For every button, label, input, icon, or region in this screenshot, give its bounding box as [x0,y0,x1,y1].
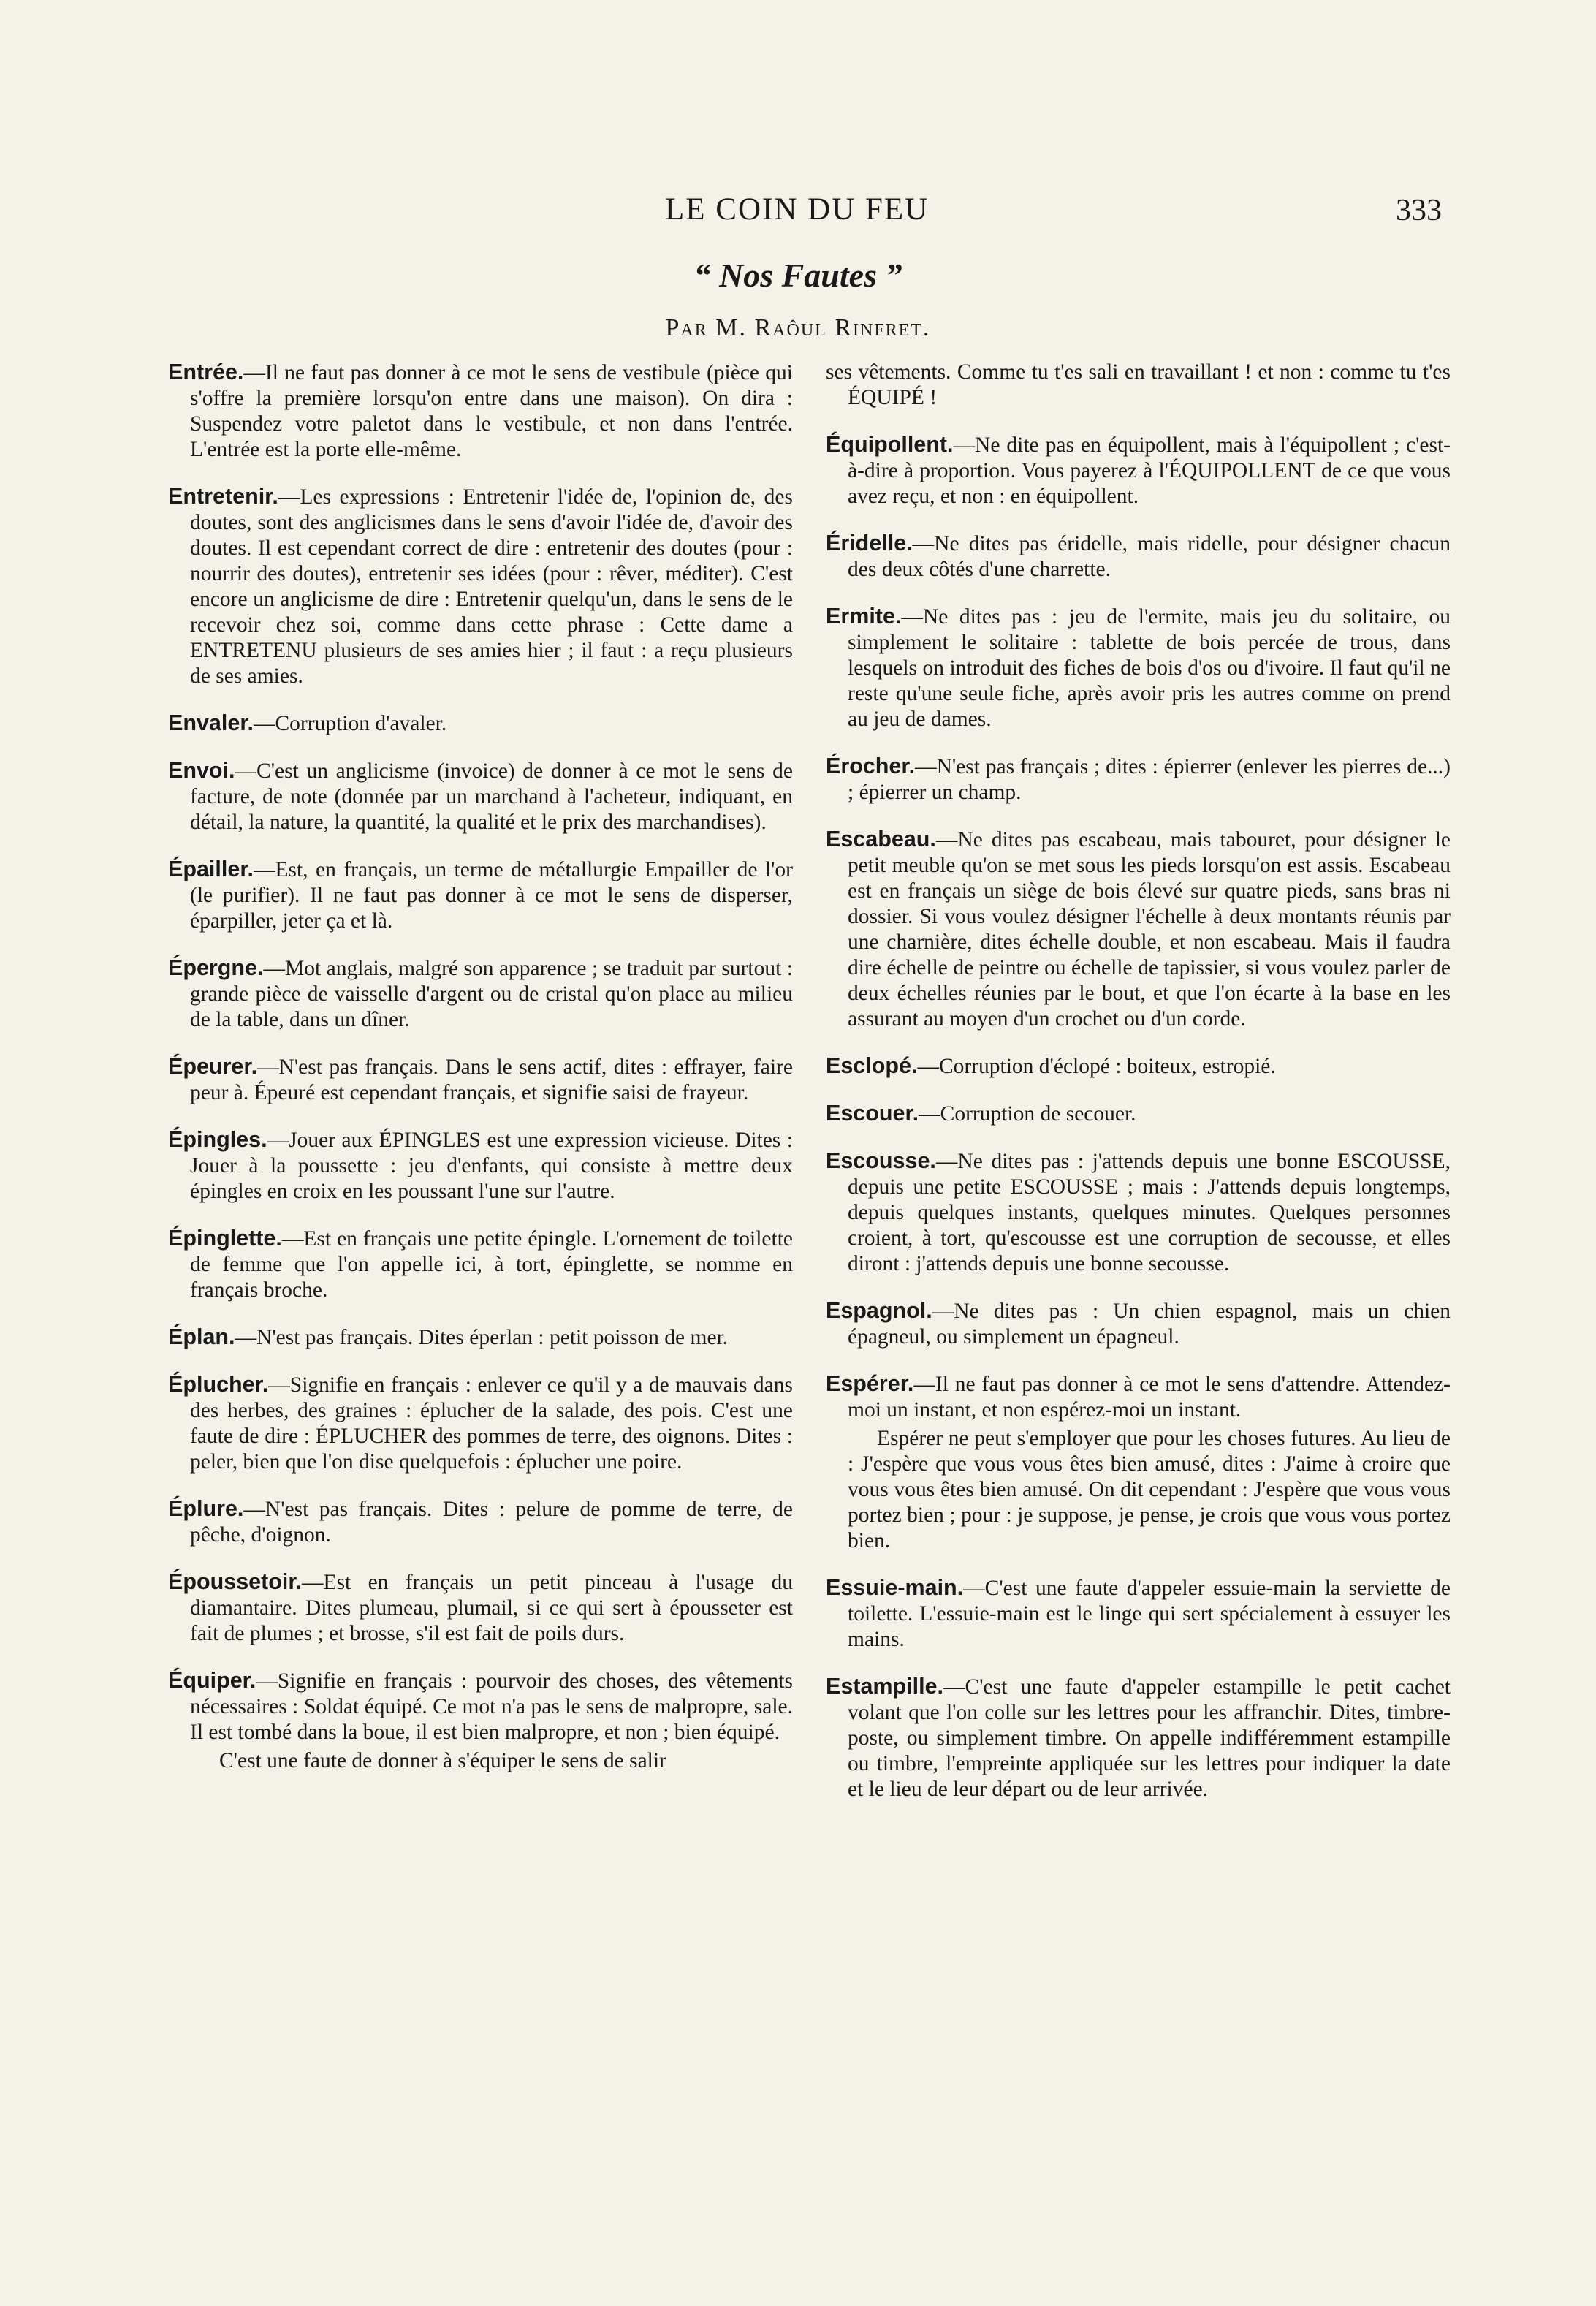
page-number: 333 [1396,194,1442,227]
entry-definition: N'est pas français ; dites : épierrer (enlever les pierres de...) ; épierrer un champ. [848,755,1451,804]
glossary-entry [168,360,793,463]
entry-headword: Érocher. [826,754,916,778]
entry-definition: Ne dites pas : jeu de l'ermite, mais jeu du solitaire, ou simplement le solitaire : tablette de bois percée de trous, dans lesquels on introduit des fiches de bois d'os ou d'ivoire. Il faut qu'il ne reste qu'une seule fiche, après avoir pris les autres comme on prend au jeu de dames. [848,605,1451,731]
entry-definition: Est en français une petite épingle. L'ornement de toilette de femme que l'on appelle ici, à tort, épinglette, se nomme en français broche. [190,1227,793,1302]
entry-headword: Épergne. [168,955,264,980]
entry-dash: — [935,828,958,852]
entry-dash: — [912,532,935,555]
entry-dash: — [257,1055,279,1079]
entry-dash: — [919,1102,940,1126]
entry-body [168,1054,793,1106]
entry-headword: Équipollent. [826,432,954,457]
glossary-entry [826,1575,1451,1653]
entry-definition: Les expressions : Entretenir l'idée de, l'opinion de, des doutes, sont des anglicismes dans le sens d'avoir l'idée de, d'avoir des doutes. Il est cependant correct de dire : entretenir des doutes (pour : nourrir des doutes), entretenir ses idées (pour : rêver, méditer). C'est encore un anglicisme de dire : Entretenir quelqu'un, dans le sens de le recevoir chez soi, comme dans cette phrase : Cette dame a ENTRETENU plusieurs de ses amies hier ; il faut : a reçu plusieurs de ses amies. [190,485,793,688]
entry-definition: Ne dite pas en équipollent, mais à l'équipollent ; c'est-à-dire à proportion. Vous payerez à l'ÉQUIPOLLENT de ce que vous avez reçu, et non : en équipollent. [848,433,1451,508]
entry-headword: Épailler. [168,857,254,881]
entry-headword: Époussetoir. [168,1569,303,1594]
entry-body [168,955,793,1033]
glossary-entry [826,531,1451,583]
entry-definition: N'est pas français. Dites : pelure de pomme de terre, de pêche, d'oignon. [190,1498,793,1547]
entry-definition: C'est un anglicisme (invoice) de donner à ce mot le sens de facture, de note (donnée par un marchand à l'acheteur, indiquant, en détail, la nature, la quantité, la qualité et le prix des marchandises). [190,759,793,834]
entry-dash: — [281,1227,304,1251]
entry-body [826,1101,1451,1127]
entry-definition: Ne dites pas éridelle, mais ridelle, pour désigner chacun des deux côtés d'une charrette. [848,532,1451,581]
entry-dash: — [278,485,300,509]
entry-dash: — [935,1150,958,1173]
glossary-entry [826,1371,1451,1554]
entry-definition: Corruption d'avaler. [275,712,447,735]
entry-headword: Entrée. [168,360,244,384]
glossary-entry [826,1674,1451,1802]
entry-dash: — [953,433,976,457]
entry-definition: Mot anglais, malgré son apparence ; se traduit par surtout : grande pièce de vaisselle d'argent ou de cristal qu'on place au milieu de la table, dans un dîner. [190,957,793,1031]
glossary-entry [168,710,793,737]
article-title: “ Nos Fautes ” [694,257,902,294]
entry-headword: Escabeau. [826,827,936,852]
glossary-entry [168,1668,793,1774]
entry-dash: — [254,712,276,735]
entry-continuation: C'est une faute de donner à s'équiper le sens de salir [219,1749,666,1772]
entry-headword: Ermite. [826,604,902,629]
glossary-entry [826,432,1451,509]
entry-definition: Jouer aux ÉPINGLES est une expression vicieuse. Dites : Jouer à la poussette : jeu d'enfants, qui consiste à mettre deux épingles en croix en les poussant l'une sur l'autre. [190,1129,793,1203]
glossary-entry [168,1054,793,1106]
entry-definition: Il ne faut pas donner à ce mot le sens d'attendre. Attendez-moi un instant, et non espérez-moi un instant. [848,1373,1451,1422]
entry-definition: C'est une faute d'appeler essuie-main la serviette de toilette. L'essuie-main est le linge qui sert spécialement à essuyer les mains. [848,1577,1451,1651]
entry-body [826,1371,1451,1423]
entry-headword: Envaler. [168,710,254,735]
entry-dash: — [256,1669,278,1693]
entry-dash: — [235,1326,257,1349]
entry-dash: — [243,361,265,384]
entry-headword: Esclopé. [826,1053,918,1078]
glossary-entry [168,1569,793,1647]
entry-body [168,710,793,737]
entry-dash: — [943,1675,965,1699]
entry-body [826,432,1451,509]
glossary-entry [168,1496,793,1548]
entry-body [826,1298,1451,1350]
entry-dash: — [263,957,286,980]
entry-body [168,484,793,689]
entry-body [826,1053,1451,1080]
entry-body [826,754,1451,805]
entry-definition: C'est une faute d'appeler estampille le petit cachet volant que l'on colle sur les lettres pour les affranchir. Dites, timbre-poste, ou simplement timbre. On appelle indifféremment estampille ou timbre, l'empreinte appliquée sur les lettres pour indiquer la date et le lieu de leur départ ou de leur arrivée. [848,1675,1451,1801]
glossary-entry [168,955,793,1033]
entry-definition: Corruption d'éclopé : boiteux, estropié. [938,1055,1276,1078]
entry-headword: Éplure. [168,1496,244,1521]
entry-headword: Espagnol. [826,1298,932,1323]
entry-body [826,604,1451,732]
entry-body [168,857,793,934]
entry-headword: Éplan. [168,1324,235,1349]
entry-dash: — [917,1055,939,1078]
entry-body [168,1127,793,1205]
entry-definition: Il ne faut pas donner à ce mot le sens de vestibule (pièce qui s'offre la première lorsqu'on entre dans une maison). On dira : Suspendez votre paletot dans le vestibule, et non dans l'entrée. L'entrée est la porte elle-même. [190,361,793,461]
entry-body [168,1226,793,1303]
entry-dash: — [267,1129,289,1152]
entry-headword: Estampille. [826,1674,944,1699]
entry-headword: Escousse. [826,1148,936,1173]
entry-definition: Est, en français, un terme de métallurgie Empailler de l'or (le purifier). Il ne faut pas donner à ce mot le sens de disperser, éparpiller, jeter ça et là. [190,858,793,933]
right-column [826,360,1451,1824]
entry-definition: ses vêtements. Comme tu t'es sali en travaillant ! et non : comme tu t'es ÉQUIPÉ ! [826,360,1451,409]
entry-definition: Ne dites pas escabeau, mais tabouret, pour désigner le petit meuble qu'on se met sous les pieds lorsqu'on est assis. Escabeau est en français un siège de bois élevé sur quatre pieds, sans bras ni dossier. Si vous voulez désigner l'échelle à deux montants réunis par une charnière, dites échelle double, et non escabeau. Mais il faudra dire échelle de peintre ou échelle de tapissier, si vous voulez parler de deux échelles réunies par le bout, et que l'on écarte à la base en les assurant au moyen d'un crochet ou d'un corde. [848,828,1451,1031]
entry-body [168,1324,793,1351]
entry-body [826,1674,1451,1802]
entry-body [168,1569,793,1647]
glossary-entry [168,1372,793,1475]
entry-body [168,1668,793,1745]
byline: Par M. Raôul Rinfret. [665,314,931,341]
entry-body [168,360,793,463]
entry-continuation: Espérer ne peut s'employer que pour les choses futures. Au lieu de : J'espère que vous vous êtes bien amusé, dites : J'aime à croire que vous vous êtes bien amusé. On dit cependant : J'espère que vous vous portez bien ; pour : je suppose, je pense, je crois que vous vous portez bien. [848,1427,1451,1552]
entry-body [826,1148,1451,1277]
glossary-entry [826,1101,1451,1127]
glossary-entry [168,484,793,689]
entry-dash: — [253,858,276,881]
entry-body [168,758,793,835]
entry-definition: Signifie en français : pourvoir des choses, des vêtements nécessaires : Soldat équipé. Ce mot n'a pas le sens de malpropre, sale. Il est tombé dans la boue, il est bien malpropre, et non ; bien équipé. [190,1669,793,1744]
entry-dash: — [932,1300,954,1323]
entry-headword: Équiper. [168,1668,256,1693]
glossary-entry [168,758,793,835]
entry-headword: Éridelle. [826,531,913,555]
entry-headword: Épeurer. [168,1054,258,1079]
entry-body [168,1372,793,1475]
glossary-entry [826,604,1451,732]
entry-definition: Signifie en français : enlever ce qu'il y a de mauvais dans des herbes, des graines : éplucher de la salade, des pois. C'est une faute de dire : ÉPLUCHER des pommes de terre, des oignons. Dites : peler, bien que l'on dise quelquefois : éplucher une poire. [190,1373,793,1474]
entry-definition: N'est pas français. Dans le sens actif, dites : effrayer, faire peur à. Épeuré est cependant français, et signifie saisi de frayeur. [190,1055,793,1104]
entry-body [826,360,1451,411]
entry-definition: Est en français un petit pinceau à l'usage du diamantaire. Dites plumeau, plumail, si ce qui sert à épousseter est fait de plumes ; et brosse, s'il est fait de poils durs. [190,1571,793,1645]
running-head: LE COIN DU FEU [665,192,930,227]
entry-dash: — [243,1498,265,1521]
entry-dash: — [901,605,923,629]
entry-headword: Éplucher. [168,1372,269,1397]
entry-headword: Escouer. [826,1101,919,1126]
entry-dash: — [915,755,937,778]
entry-body [168,1496,793,1548]
entry-definition: Ne dites pas : j'attends depuis une bonne ESCOUSSE, depuis une petite ESCOUSSE ; mais : J'attends depuis longtemps, depuis quelques instants, quelques minutes. Quelques personnes croient, à tort, qu'escousse est une corruption de secousse, et elles diront : j'attends depuis une bonne secousse. [848,1150,1451,1275]
entry-definition: Ne dites pas : Un chien espagnol, mais un chien épagneul, ou simplement un épagneul. [848,1300,1451,1349]
entry-dash: — [913,1373,935,1396]
glossary-entry [826,827,1451,1032]
glossary-entry [826,1298,1451,1350]
entry-headword: Épinglette. [168,1226,282,1251]
entry-dash: — [963,1577,985,1600]
glossary-entry [168,1127,793,1205]
entry-headword: Épingles. [168,1127,267,1152]
glossary-entry [168,1324,793,1351]
entry-body [826,827,1451,1032]
entry-headword: Envoi. [168,758,235,783]
glossary-entry [826,1053,1451,1080]
entry-dash: — [268,1373,290,1397]
entry-body [826,1575,1451,1653]
entry-headword: Essuie-main. [826,1575,964,1600]
glossary-entry [168,857,793,934]
glossary-entry [826,1148,1451,1277]
entry-headword: Espérer. [826,1371,914,1396]
entry-definition: Corruption de secouer. [940,1102,1136,1126]
left-column [168,360,793,1795]
entry-dash: — [302,1571,324,1594]
entry-headword: Entretenir. [168,484,278,509]
entry-dash: — [235,759,257,783]
entry-definition: N'est pas français. Dites éperlan : petit poisson de mer. [256,1326,729,1349]
glossary-entry [826,754,1451,805]
entry-body [826,531,1451,583]
glossary-entry [826,360,1451,411]
glossary-entry [168,1226,793,1303]
